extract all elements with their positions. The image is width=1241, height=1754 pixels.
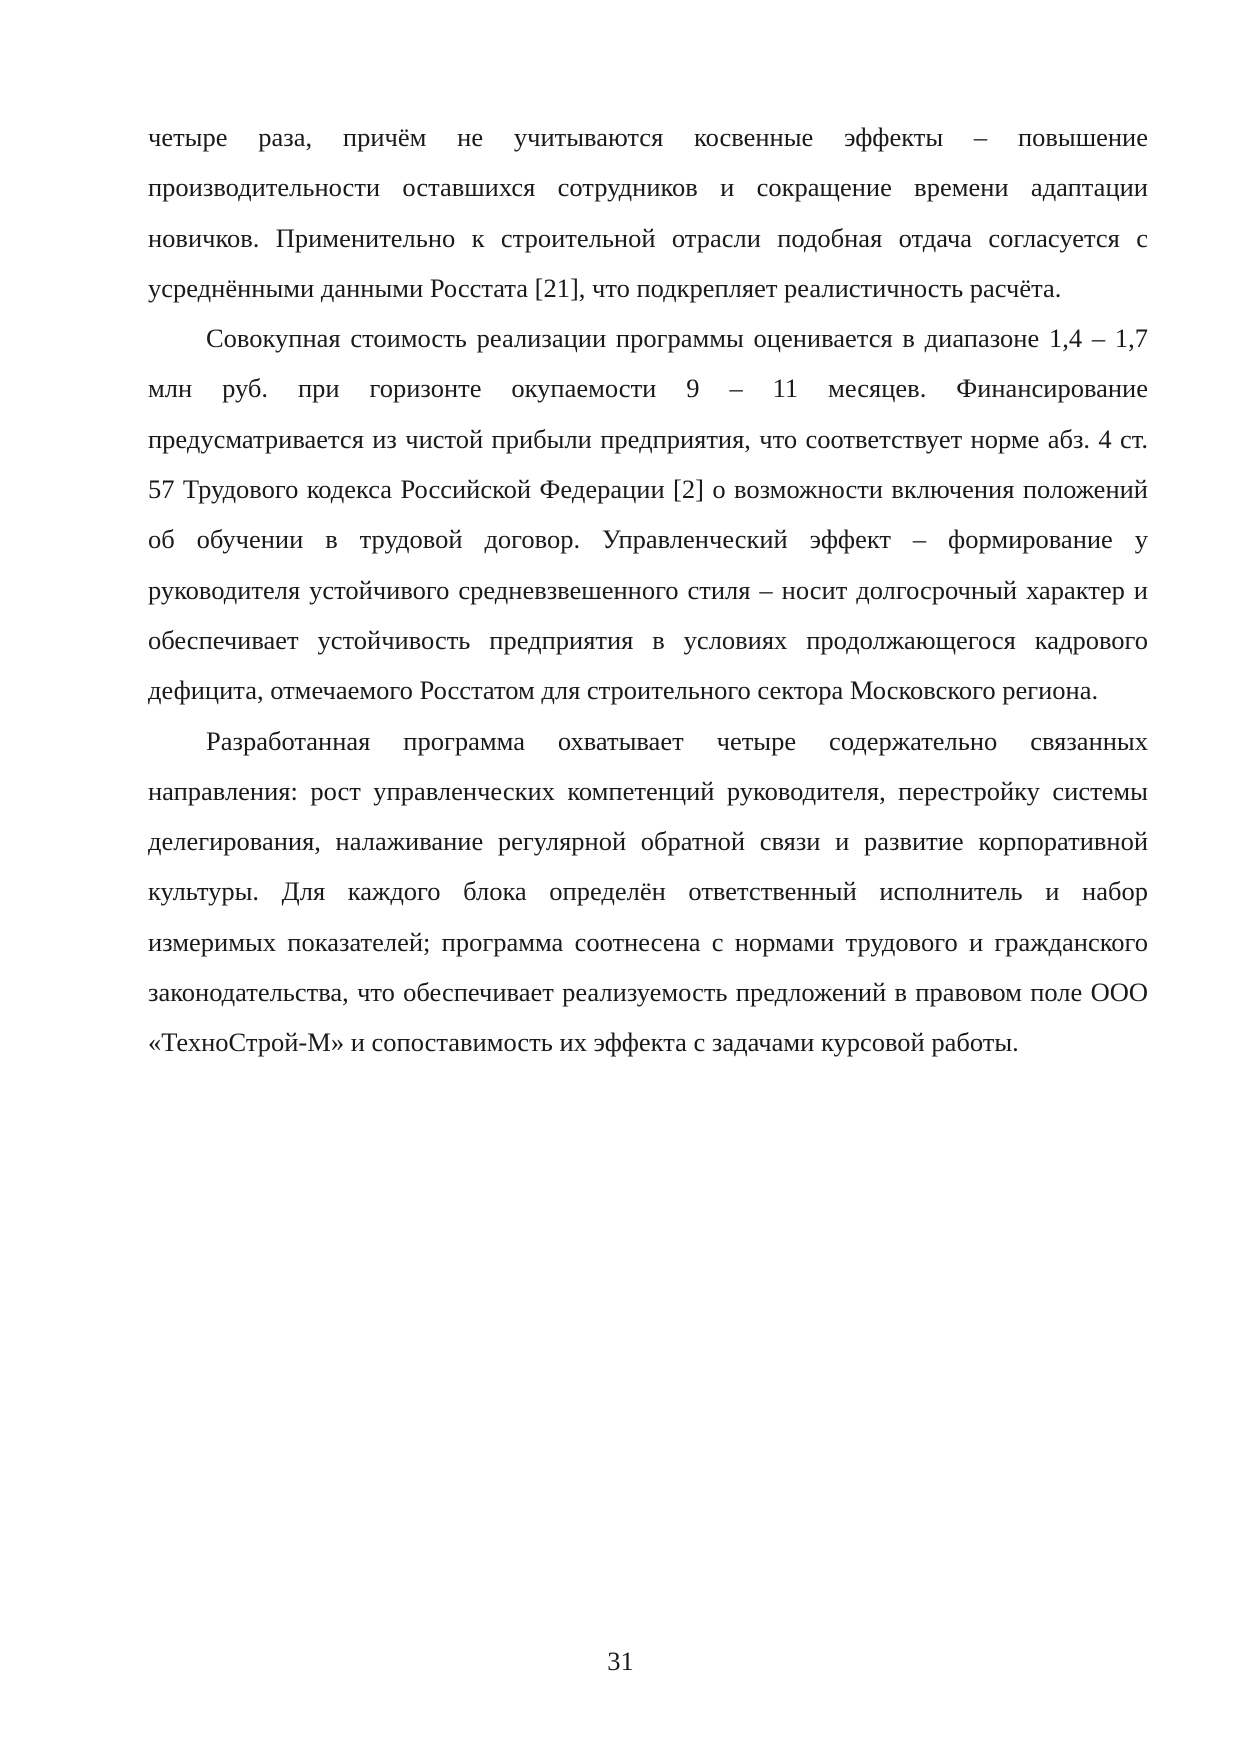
- paragraph-continuation: четыре раза, причём не учитываются косвенные эффекты – повышение производительности оставшихся сотрудников и сокращение времени адаптации новичков. Применительно к строительной отрасли подобная отдача согласуется с усреднёнными данными Росстата [21], что подкрепляет реалистичность расчёта.: [148, 122, 1148, 303]
- body-text: [148, 112, 1148, 1068]
- paragraph-cost-estimate: Совокупная стоимость реализации программы оценивается в диапазоне 1,4 – 1,7 млн руб. при горизонте окупаемости 9 – 11 месяцев. Финансирование предусматривается из чистой прибыли предприятия, что соответствует норме абз. 4 ст. 57 Трудового кодекса Российской Федерации [2] о возможности включения положений об обучении в трудовой договор. Управленческий эффект – формирование у руководителя устойчивого средневзвешенного стиля – носит долгосрочный характер и обеспечивает устойчивость предприятия в условиях продолжающегося кадрового дефицита, отмечаемого Росстатом для строительного сектора Московского региона.: [148, 323, 1148, 706]
- page-number: 31: [607, 1646, 634, 1676]
- paragraph-program-summary: Разработанная программа охватывает четыре содержательно связанных направления: рост управленческих компетенций руководителя, перестройку системы делегирования, налаживание регулярной обратной связи и развитие корпоративной культуры. Для каждого блока определён ответственный исполнитель и набор измеримых показателей; программа соотнесена с нормами трудового и гражданского законодательства, что обеспечивает реализуемость предложений в правовом поле ООО «ТехноСтрой-М» и сопоставимость их эффекта с задачами курсовой работы.: [148, 725, 1148, 1058]
